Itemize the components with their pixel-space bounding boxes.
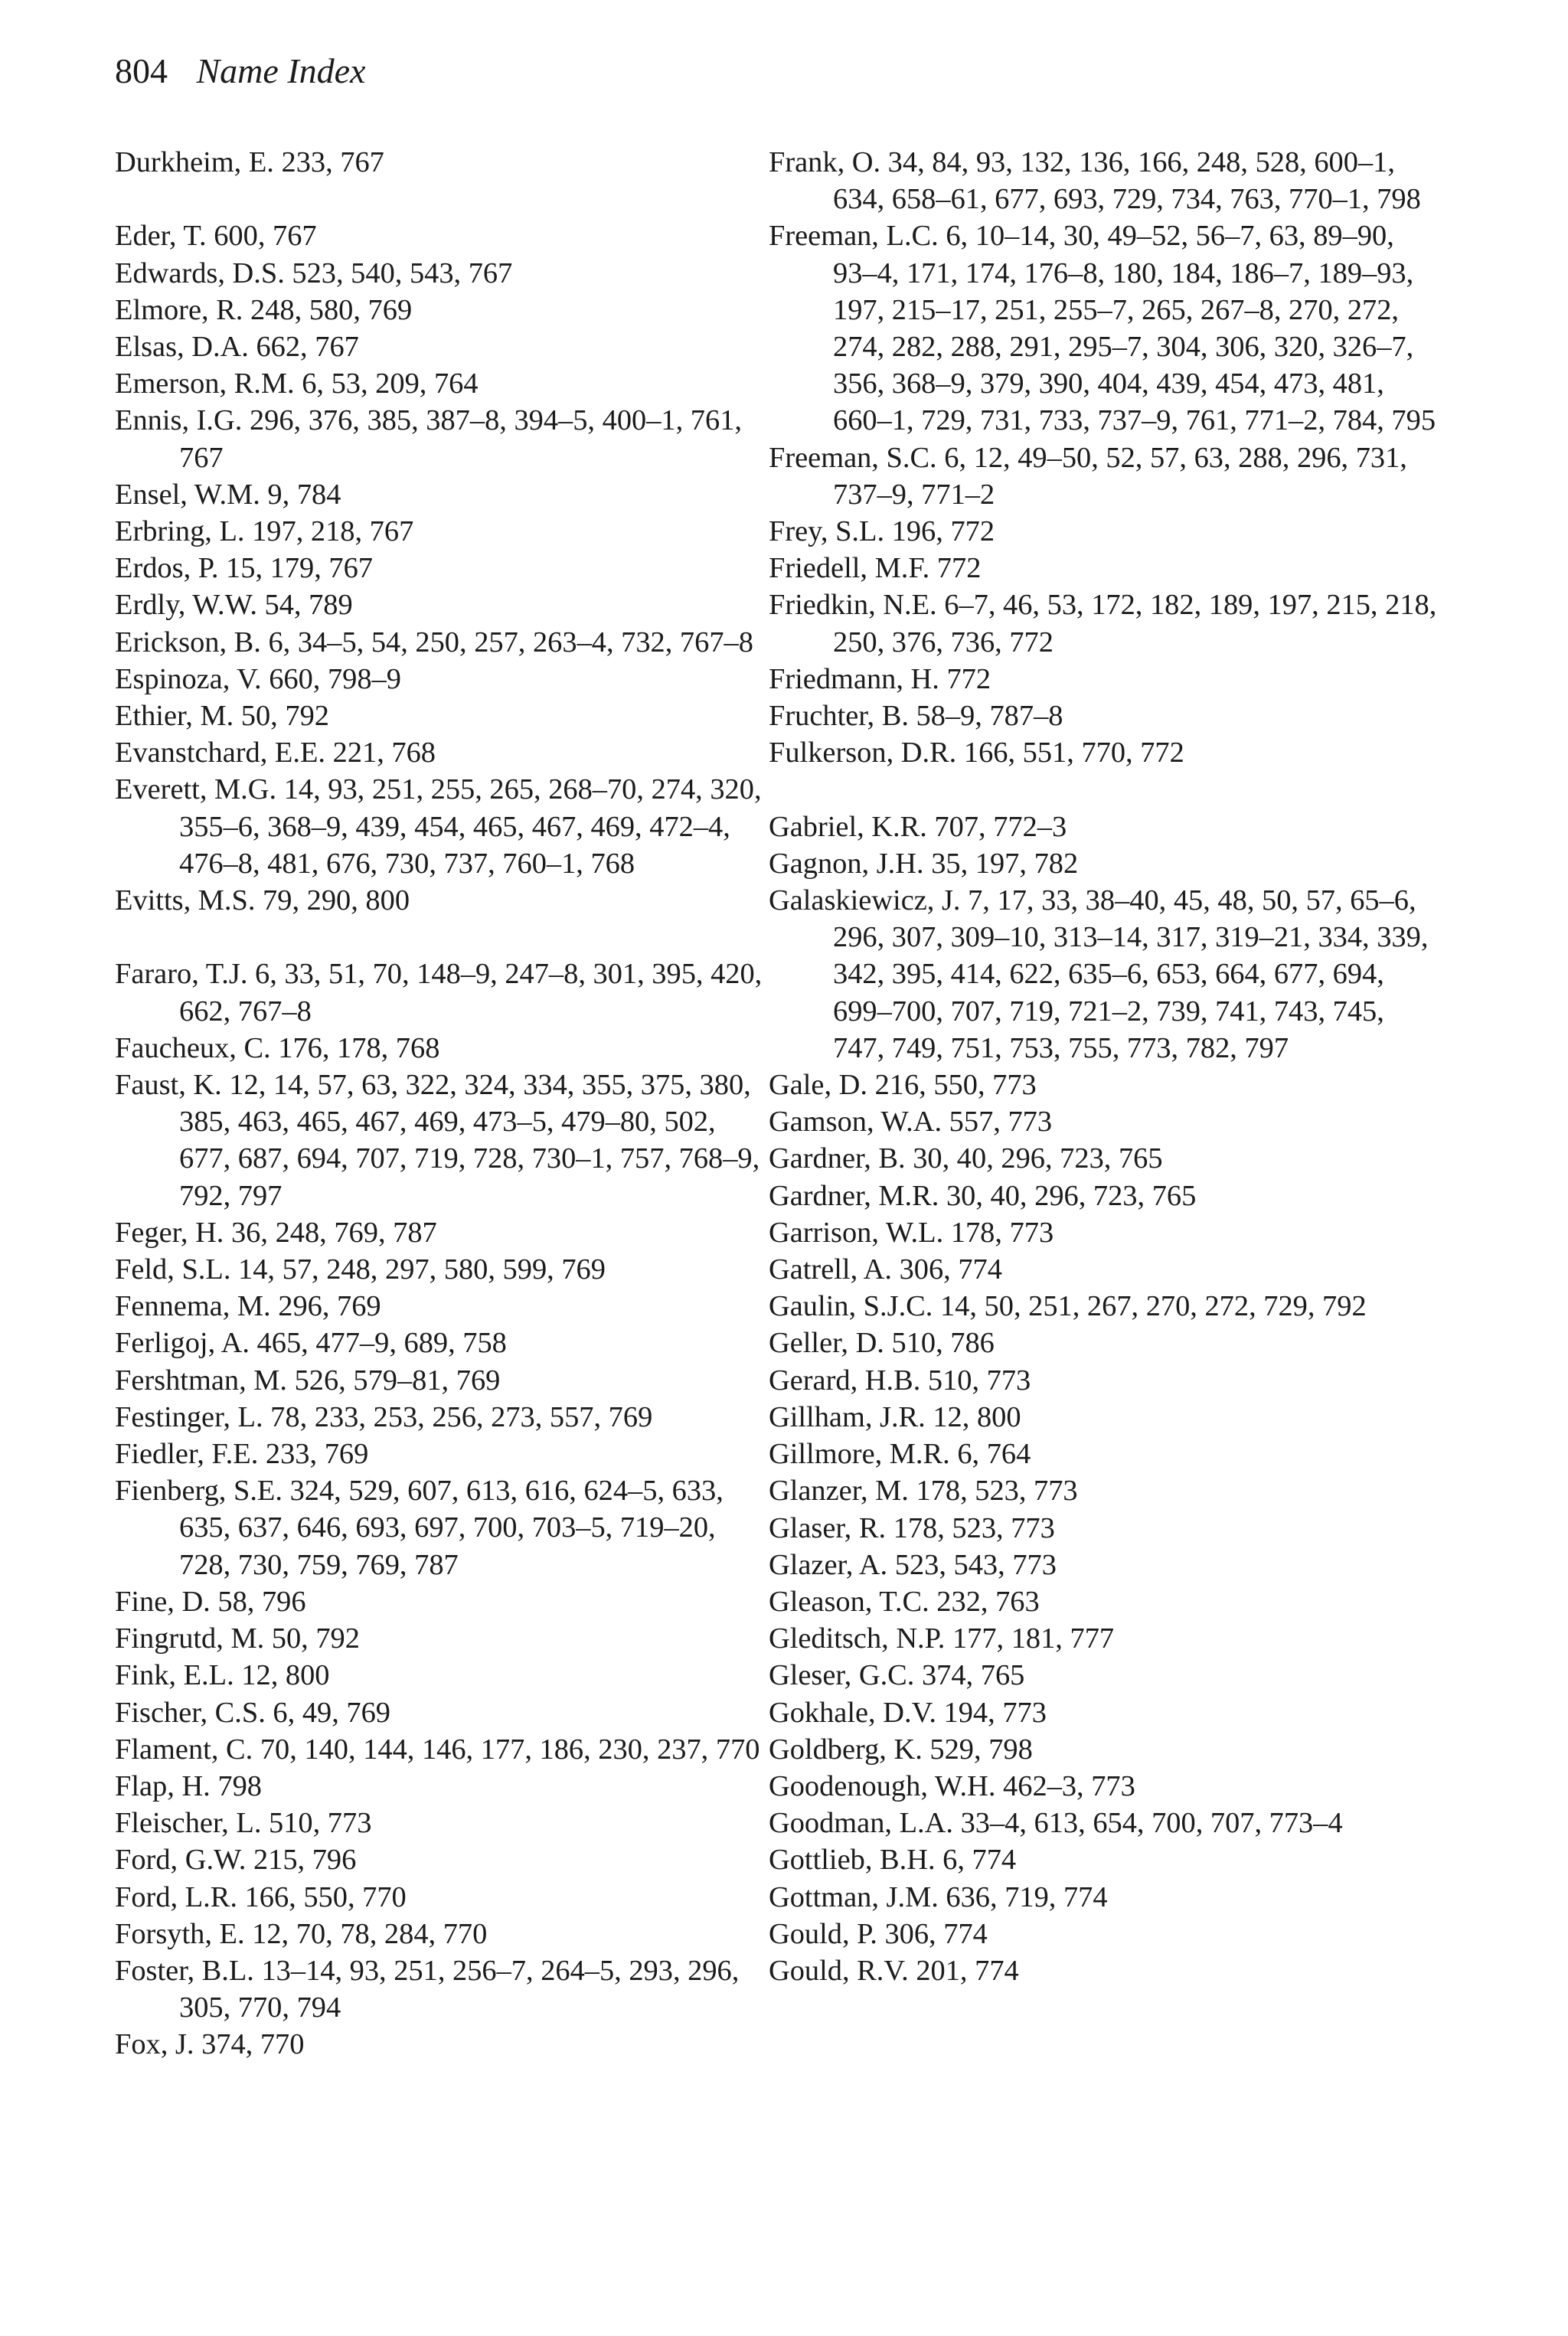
- index-entry: Fingrutd, M. 50, 792: [115, 1622, 360, 1655]
- index-entry: Erbring, L. 197, 218, 767: [115, 515, 414, 548]
- index-entry: Gale, D. 216, 550, 773: [769, 1069, 1037, 1102]
- index-column-left: [115, 144, 773, 2063]
- index-entry: Fox, J. 374, 770: [115, 2028, 305, 2061]
- index-entry: Ford, G.W. 215, 796: [115, 1844, 357, 1877]
- index-entry: Ethier, M. 50, 792: [115, 700, 329, 733]
- index-entry: Fienberg, S.E. 324, 529, 607, 613, 616, 624–5, 633, 635, 637, 646, 693, 697, 700, 703–5, 719–20, 728, 730, 759, 769, 787: [115, 1475, 724, 1581]
- index-column-right: [769, 144, 1442, 1989]
- index-entry: Gamson, W.A. 557, 773: [769, 1106, 1053, 1139]
- index-entry: Feger, H. 36, 248, 769, 787: [115, 1216, 437, 1249]
- index-entry: Gottman, J.M. 636, 719, 774: [769, 1880, 1108, 1913]
- page-number: 804: [115, 51, 168, 90]
- index-entry: Goldberg, K. 529, 798: [769, 1733, 1033, 1766]
- section-gap: [769, 771, 1442, 808]
- index-entry: Gottlieb, B.H. 6, 774: [769, 1844, 1017, 1877]
- index-entry: Ford, L.R. 166, 550, 770: [115, 1880, 407, 1913]
- page-title: Name Index: [196, 51, 366, 90]
- index-entry: Goodenough, W.H. 462–3, 773: [769, 1769, 1135, 1802]
- index-entry: Evitts, M.S. 79, 290, 800: [115, 884, 410, 917]
- index-entry: Goodman, L.A. 33–4, 613, 654, 700, 707, 773–4: [769, 1807, 1343, 1840]
- index-entry: Gardner, M.R. 30, 40, 296, 723, 765: [769, 1179, 1197, 1212]
- index-entry: Glazer, A. 523, 543, 773: [769, 1548, 1057, 1581]
- index-entry: Faust, K. 12, 14, 57, 63, 322, 324, 334, 355, 375, 380, 385, 463, 465, 467, 469, 473–5, 479–80, 502, 677, 687, 694, 707, 719, 728, 730–1, 757, 768–9, 792, 797: [115, 1069, 760, 1212]
- index-entry: Friedkin, N.E. 6–7, 46, 53, 172, 182, 189, 197, 215, 218, 250, 376, 736, 772: [769, 589, 1437, 658]
- index-entry: Gleason, T.C. 232, 763: [769, 1585, 1040, 1618]
- index-entry: Fink, E.L. 12, 800: [115, 1659, 330, 1692]
- index-entry: Espinoza, V. 660, 798–9: [115, 662, 401, 695]
- index-entry: Fershtman, M. 526, 579–81, 769: [115, 1364, 501, 1397]
- index-entry: Glanzer, M. 178, 523, 773: [769, 1475, 1078, 1508]
- index-entry: Foster, B.L. 13–14, 93, 251, 256–7, 264–5, 293, 296, 305, 770, 794: [115, 1954, 740, 2024]
- index-entry: Gagnon, J.H. 35, 197, 782: [769, 847, 1079, 880]
- index-entry: Feld, S.L. 14, 57, 248, 297, 580, 599, 769: [115, 1253, 606, 1286]
- index-entry: Gillmore, M.R. 6, 764: [769, 1438, 1031, 1471]
- index-entry: Galaskiewicz, J. 7, 17, 33, 38–40, 45, 48, 50, 57, 65–6, 296, 307, 309–10, 313–14, 317, 319–21, 334, 339, 342, 395, 414, 622, 635–6, 653, 664, 677, 694, 699–700, 707, 719, 721–2, 739, 741, 743, 745, 747, 749, 751, 753, 755, 773, 782, 797: [769, 884, 1429, 1064]
- index-entry: Geller, D. 510, 786: [769, 1327, 995, 1360]
- section-gap: [115, 919, 773, 956]
- index-entry: Gatrell, A. 306, 774: [769, 1253, 1002, 1286]
- index-entry: Gerard, H.B. 510, 773: [769, 1364, 1031, 1397]
- index-entry: Elmore, R. 248, 580, 769: [115, 293, 413, 326]
- index-entry: Forsyth, E. 12, 70, 78, 284, 770: [115, 1917, 488, 1950]
- index-entry: Elsas, D.A. 662, 767: [115, 331, 359, 363]
- index-entry: Gaulin, S.J.C. 14, 50, 251, 267, 270, 272, 729, 792: [769, 1290, 1367, 1323]
- index-entry: Frank, O. 34, 84, 93, 132, 136, 166, 248, 528, 600–1, 634, 658–61, 677, 693, 729, 734, 763, 770–1, 798: [769, 146, 1421, 216]
- index-entry: Gokhale, D.V. 194, 773: [769, 1696, 1047, 1729]
- index-entry: Emerson, R.M. 6, 53, 209, 764: [115, 368, 479, 400]
- index-entry: Fruchter, B. 58–9, 787–8: [769, 700, 1063, 733]
- index-entry: Frey, S.L. 196, 772: [769, 515, 995, 548]
- index-entry: Fischer, C.S. 6, 49, 769: [115, 1696, 390, 1729]
- index-entry: Friedell, M.F. 772: [769, 552, 982, 585]
- index-entry: Gleditsch, N.P. 177, 181, 777: [769, 1622, 1115, 1655]
- index-entry: Gabriel, K.R. 707, 772–3: [769, 810, 1067, 843]
- index-entry: Gould, P. 306, 774: [769, 1917, 988, 1950]
- index-entry: Glaser, R. 178, 523, 773: [769, 1511, 1055, 1544]
- index-entry: Ferligoj, A. 465, 477–9, 689, 758: [115, 1327, 507, 1360]
- index-entry: Erickson, B. 6, 34–5, 54, 250, 257, 263–4, 732, 767–8: [115, 626, 753, 658]
- index-entry: Ennis, I.G. 296, 376, 385, 387–8, 394–5, 400–1, 761, 767: [115, 404, 742, 474]
- index-entry: Gillham, J.R. 12, 800: [769, 1400, 1021, 1433]
- index-entry: Flament, C. 70, 140, 144, 146, 177, 186, 230, 237, 770: [115, 1733, 760, 1766]
- index-entry: Gleser, G.C. 374, 765: [769, 1659, 1025, 1692]
- index-entry: Erdly, W.W. 54, 789: [115, 589, 353, 622]
- index-entry: Faucheux, C. 176, 178, 768: [115, 1031, 440, 1064]
- index-entry: Erdos, P. 15, 179, 767: [115, 552, 374, 585]
- index-entry: Gould, R.V. 201, 774: [769, 1954, 1019, 1987]
- index-entry: Fiedler, F.E. 233, 769: [115, 1438, 369, 1471]
- index-entry: Durkheim, E. 233, 767: [115, 146, 384, 178]
- index-entry: Fennema, M. 296, 769: [115, 1290, 381, 1323]
- index-entry: Garrison, W.L. 178, 773: [769, 1216, 1054, 1249]
- index-entry: Fulkerson, D.R. 166, 551, 770, 772: [769, 737, 1184, 769]
- index-entry: Flap, H. 798: [115, 1769, 262, 1802]
- index-entry: Fleischer, L. 510, 773: [115, 1807, 372, 1840]
- index-entry: Fine, D. 58, 796: [115, 1585, 306, 1618]
- index-entry: Everett, M.G. 14, 93, 251, 255, 265, 268–70, 274, 320, 355–6, 368–9, 439, 454, 465, 467, 469, 472–4, 476–8, 481, 676, 730, 737, 760–1, 768: [115, 773, 762, 880]
- index-entry: Eder, T. 600, 767: [115, 220, 317, 253]
- page-header: [115, 51, 366, 90]
- index-entry: Friedmann, H. 772: [769, 662, 991, 695]
- index-entry: Freeman, S.C. 6, 12, 49–50, 52, 57, 63, 288, 296, 731, 737–9, 771–2: [769, 441, 1407, 511]
- index-entry: Ensel, W.M. 9, 784: [115, 478, 341, 511]
- index-entry: Freeman, L.C. 6, 10–14, 30, 49–52, 56–7, 63, 89–90, 93–4, 171, 174, 176–8, 180, 184, 186–7, 189–93, 197, 215–17, 251, 255–7, 265, 267–8, 270, 272, 274, 282, 288, 291, 295–7, 304, 306, 320, 326–7, 356, 368–9, 379, 390, 404, 439, 454, 473, 481, 660–1, 729, 731, 733, 737–9, 761, 771–2, 784, 795: [769, 220, 1436, 437]
- index-entry: Evanstchard, E.E. 221, 768: [115, 737, 436, 769]
- index-entry: Fararo, T.J. 6, 33, 51, 70, 148–9, 247–8, 301, 395, 420, 662, 767–8: [115, 958, 763, 1028]
- section-gap: [115, 181, 773, 217]
- index-entry: Gardner, B. 30, 40, 296, 723, 765: [769, 1142, 1163, 1175]
- index-entry: Edwards, D.S. 523, 540, 543, 767: [115, 256, 513, 289]
- index-entry: Festinger, L. 78, 233, 253, 256, 273, 557, 769: [115, 1400, 653, 1433]
